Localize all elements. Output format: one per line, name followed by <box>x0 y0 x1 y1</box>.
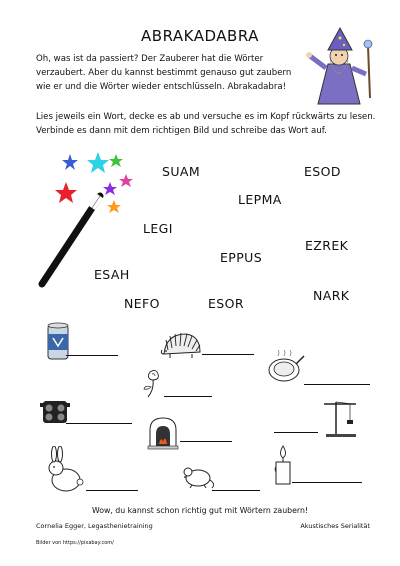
answer-line[interactable] <box>274 432 318 433</box>
scrambled-word: ESAH <box>94 267 130 282</box>
answer-line[interactable] <box>292 482 362 483</box>
scrambled-word: LEGI <box>143 221 173 236</box>
scrambled-word: LEPMA <box>238 192 282 207</box>
scrambled-word: NEFO <box>124 296 160 311</box>
oven-icon <box>146 414 180 450</box>
scrambled-word: EZREK <box>305 238 349 253</box>
answer-line[interactable] <box>164 396 212 397</box>
intro-text: Oh, was ist da passiert? Der Zauberer hat die Wörter verzaubert. Aber du kannst bestimmt genauso gut zaubern wie er und die Wörter wieder entschlüsseln. Abrakadabra! <box>36 54 292 92</box>
footer-author: Cornelia Egger, Legasthenietraining <box>36 522 153 530</box>
scrambled-word: ESOR <box>208 296 244 311</box>
soup-bowl-icon <box>266 350 306 386</box>
candle-icon <box>272 444 294 486</box>
footer-credit: Bilder von https://pixabay.com/ <box>36 540 114 546</box>
answer-line[interactable] <box>66 355 118 356</box>
wizard-icon <box>300 26 378 106</box>
answer-line[interactable] <box>86 490 138 491</box>
answer-line[interactable] <box>202 354 254 355</box>
crane-icon <box>322 398 358 438</box>
scrambled-word: ESOD <box>304 164 341 179</box>
answer-line[interactable] <box>66 423 132 424</box>
mouse-icon <box>180 462 216 490</box>
page-title: ABRAKADABRA <box>141 27 259 45</box>
scrambled-word: SUAM <box>162 164 201 179</box>
scrambled-word: EPPUS <box>220 250 263 265</box>
can-icon <box>46 322 70 362</box>
instructions-text: Lies jeweils ein Wort, decke es ab und versuche es im Kopf rückwärts zu lesen. Verbinde es dann mit dem richtigen Bild und schreibe das Wort auf. <box>36 112 376 136</box>
traffic-light-icon <box>40 399 70 425</box>
answer-line[interactable] <box>212 490 260 491</box>
answer-line[interactable] <box>180 441 232 442</box>
rabbit-icon <box>44 446 84 494</box>
hedgehog-icon <box>160 330 204 360</box>
footer-topic: Akustisches Serialität <box>300 522 370 530</box>
rose-icon <box>142 368 166 398</box>
scrambled-word: NARK <box>313 288 350 303</box>
closing-text: Wow, du kannst schon richtig gut mit Wörtern zaubern! <box>91 506 309 515</box>
answer-line[interactable] <box>304 384 370 385</box>
